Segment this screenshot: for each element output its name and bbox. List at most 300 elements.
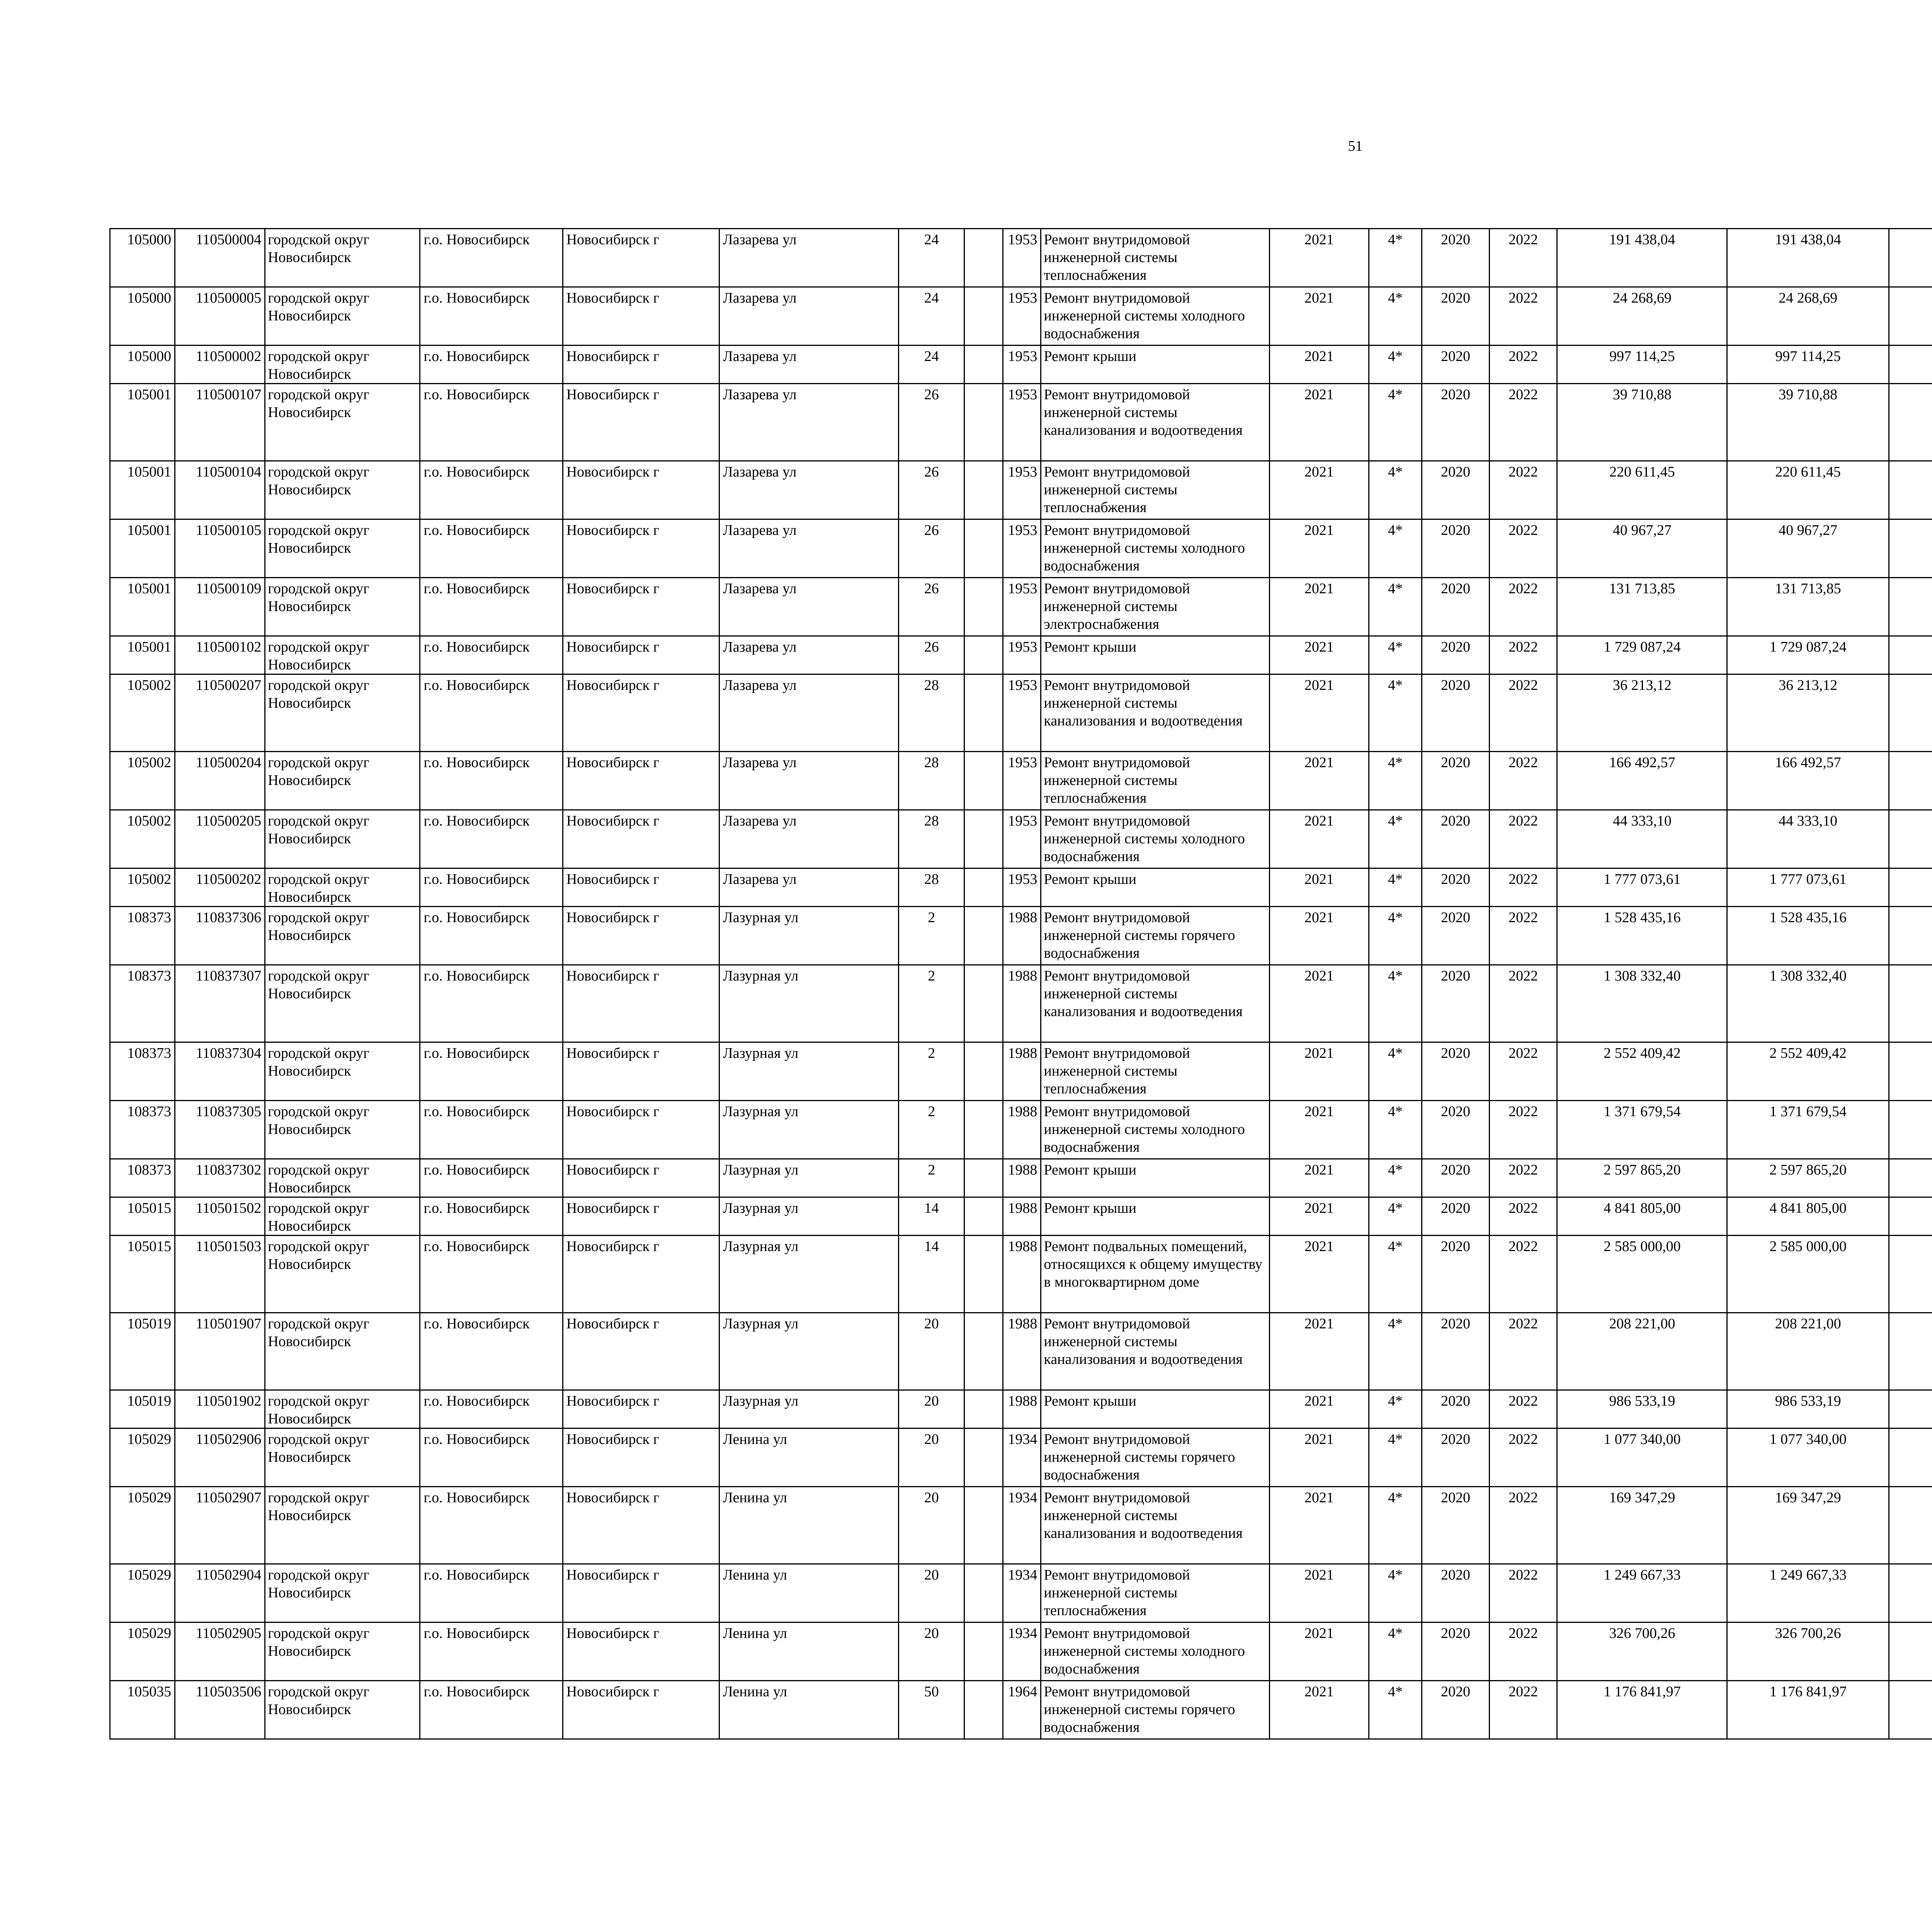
- house-id-cell: 105002: [110, 868, 175, 907]
- house-number-cell: 14: [899, 1236, 964, 1313]
- construction-year-cell: 1988: [1003, 1197, 1041, 1236]
- planned-year-cell: 2021: [1269, 346, 1369, 384]
- street-cell: Лазарева ул: [719, 461, 898, 519]
- federal-funds-cell: [1889, 810, 1932, 868]
- period-end-cell: 2022: [1490, 907, 1557, 965]
- locality-cell: Новосибирск г: [563, 868, 719, 907]
- work-id-cell: 110501502: [175, 1197, 265, 1236]
- work-id-cell: 110837302: [175, 1159, 265, 1197]
- work-type-cell: Ремонт внутридомовой инженерной системы холодного водоснабжения: [1041, 1622, 1269, 1681]
- owners-funds-cell: 166 492,57: [1727, 752, 1889, 810]
- house-number-cell: 26: [899, 519, 964, 578]
- owners-funds-cell: 191 438,04: [1727, 229, 1889, 287]
- construction-year-cell: 1953: [1003, 578, 1041, 636]
- planned-year-cell: 2021: [1269, 1101, 1369, 1159]
- table-row: [110, 752, 1932, 810]
- municipality-cell: городской округ Новосибирск: [265, 868, 420, 907]
- table-row: [110, 810, 1932, 868]
- period-end-cell: 2022: [1490, 636, 1557, 674]
- category-cell: 4*: [1369, 229, 1422, 287]
- locality-cell: Новосибирск г: [563, 965, 719, 1042]
- locality-cell: Новосибирск г: [563, 578, 719, 636]
- planned-year-cell: 2021: [1269, 752, 1369, 810]
- federal-funds-cell: [1889, 1197, 1932, 1236]
- street-cell: Лазарева ул: [719, 384, 898, 461]
- municipality-cell: городской округ Новосибирск: [265, 1487, 420, 1564]
- construction-year-cell: 1953: [1003, 674, 1041, 752]
- total-cost-cell: 2 552 409,42: [1557, 1042, 1727, 1101]
- period-start-cell: 2020: [1422, 674, 1490, 752]
- work-id-cell: 110837305: [175, 1101, 265, 1159]
- municipality-cell: городской округ Новосибирск: [265, 1564, 420, 1622]
- owners-funds-cell: 1 777 073,61: [1727, 868, 1889, 907]
- period-start-cell: 2020: [1422, 907, 1490, 965]
- planned-year-cell: 2021: [1269, 1681, 1369, 1739]
- district-cell: г.о. Новосибирск: [420, 384, 563, 461]
- district-cell: г.о. Новосибирск: [420, 868, 563, 907]
- construction-year-cell: 1988: [1003, 965, 1041, 1042]
- total-cost-cell: 1 249 667,33: [1557, 1564, 1727, 1622]
- federal-funds-cell: [1889, 1428, 1932, 1487]
- building-cell: [964, 1197, 1003, 1236]
- total-cost-cell: 24 268,69: [1557, 287, 1727, 346]
- total-cost-cell: 1 077 340,00: [1557, 1428, 1727, 1487]
- period-end-cell: 2022: [1490, 810, 1557, 868]
- total-cost-cell: 39 710,88: [1557, 384, 1727, 461]
- period-start-cell: 2020: [1422, 1390, 1490, 1428]
- owners-funds-cell: 1 729 087,24: [1727, 636, 1889, 674]
- construction-year-cell: 1988: [1003, 1390, 1041, 1428]
- construction-year-cell: 1953: [1003, 519, 1041, 578]
- street-cell: Лазарева ул: [719, 578, 898, 636]
- planned-year-cell: 2021: [1269, 1564, 1369, 1622]
- work-type-cell: Ремонт крыши: [1041, 1197, 1269, 1236]
- total-cost-cell: 40 967,27: [1557, 519, 1727, 578]
- table-row: [110, 1236, 1932, 1313]
- locality-cell: Новосибирск г: [563, 519, 719, 578]
- owners-funds-cell: 2 585 000,00: [1727, 1236, 1889, 1313]
- total-cost-cell: 1 729 087,24: [1557, 636, 1727, 674]
- house-id-cell: 105029: [110, 1622, 175, 1681]
- page-number: 51: [1348, 138, 1363, 154]
- house-id-cell: 105001: [110, 636, 175, 674]
- category-cell: 4*: [1369, 1236, 1422, 1313]
- municipality-cell: городской округ Новосибирск: [265, 752, 420, 810]
- owners-funds-cell: 1 176 841,97: [1727, 1681, 1889, 1739]
- work-type-cell: Ремонт внутридомовой инженерной системы горячего водоснабжения: [1041, 1428, 1269, 1487]
- municipality-cell: городской округ Новосибирск: [265, 384, 420, 461]
- house-id-cell: 108373: [110, 965, 175, 1042]
- owners-funds-cell: 986 533,19: [1727, 1390, 1889, 1428]
- locality-cell: Новосибирск г: [563, 1159, 719, 1197]
- house-id-cell: 105002: [110, 810, 175, 868]
- table-row: [110, 461, 1932, 519]
- street-cell: Лазурная ул: [719, 965, 898, 1042]
- table-row: [110, 674, 1932, 752]
- total-cost-cell: 166 492,57: [1557, 752, 1727, 810]
- category-cell: 4*: [1369, 1159, 1422, 1197]
- period-start-cell: 2020: [1422, 636, 1490, 674]
- district-cell: г.о. Новосибирск: [420, 965, 563, 1042]
- federal-funds-cell: [1889, 1101, 1932, 1159]
- owners-funds-cell: 997 114,25: [1727, 346, 1889, 384]
- category-cell: 4*: [1369, 907, 1422, 965]
- locality-cell: Новосибирск г: [563, 461, 719, 519]
- total-cost-cell: 4 841 805,00: [1557, 1197, 1727, 1236]
- period-start-cell: 2020: [1422, 1487, 1490, 1564]
- table-row: [110, 229, 1932, 287]
- category-cell: 4*: [1369, 1313, 1422, 1390]
- total-cost-cell: 1 176 841,97: [1557, 1681, 1727, 1739]
- planned-year-cell: 2021: [1269, 674, 1369, 752]
- total-cost-cell: 169 347,29: [1557, 1487, 1727, 1564]
- district-cell: г.о. Новосибирск: [420, 907, 563, 965]
- municipality-cell: городской округ Новосибирск: [265, 636, 420, 674]
- municipality-cell: городской округ Новосибирск: [265, 1042, 420, 1101]
- owners-funds-cell: 40 967,27: [1727, 519, 1889, 578]
- municipality-cell: городской округ Новосибирск: [265, 965, 420, 1042]
- planned-year-cell: 2021: [1269, 461, 1369, 519]
- street-cell: Лазурная ул: [719, 907, 898, 965]
- street-cell: Лазурная ул: [719, 1390, 898, 1428]
- locality-cell: Новосибирск г: [563, 1313, 719, 1390]
- municipality-cell: городской округ Новосибирск: [265, 1236, 420, 1313]
- work-id-cell: 110500207: [175, 674, 265, 752]
- category-cell: 4*: [1369, 1564, 1422, 1622]
- building-cell: [964, 1042, 1003, 1101]
- work-type-cell: Ремонт внутридомовой инженерной системы холодного водоснабжения: [1041, 1101, 1269, 1159]
- work-id-cell: 110500202: [175, 868, 265, 907]
- building-cell: [964, 636, 1003, 674]
- owners-funds-cell: 44 333,10: [1727, 810, 1889, 868]
- period-end-cell: 2022: [1490, 1681, 1557, 1739]
- category-cell: 4*: [1369, 461, 1422, 519]
- construction-year-cell: 1988: [1003, 1313, 1041, 1390]
- work-type-cell: Ремонт внутридомовой инженерной системы теплоснабжения: [1041, 461, 1269, 519]
- district-cell: г.о. Новосибирск: [420, 1313, 563, 1390]
- locality-cell: Новосибирск г: [563, 1428, 719, 1487]
- table-row: [110, 965, 1932, 1042]
- work-id-cell: 110500004: [175, 229, 265, 287]
- total-cost-cell: 191 438,04: [1557, 229, 1727, 287]
- total-cost-cell: 2 597 865,20: [1557, 1159, 1727, 1197]
- construction-year-cell: 1953: [1003, 636, 1041, 674]
- house-number-cell: 2: [899, 1101, 964, 1159]
- work-id-cell: 110500109: [175, 578, 265, 636]
- period-end-cell: 2022: [1490, 519, 1557, 578]
- house-number-cell: 28: [899, 752, 964, 810]
- municipality-cell: городской округ Новосибирск: [265, 578, 420, 636]
- municipality-cell: городской округ Новосибирск: [265, 1622, 420, 1681]
- street-cell: Ленина ул: [719, 1681, 898, 1739]
- category-cell: 4*: [1369, 965, 1422, 1042]
- building-cell: [964, 1487, 1003, 1564]
- locality-cell: Новосибирск г: [563, 752, 719, 810]
- district-cell: г.о. Новосибирск: [420, 461, 563, 519]
- locality-cell: Новосибирск г: [563, 346, 719, 384]
- street-cell: Лазарева ул: [719, 752, 898, 810]
- construction-year-cell: 1953: [1003, 461, 1041, 519]
- owners-funds-cell: 1 077 340,00: [1727, 1428, 1889, 1487]
- owners-funds-cell: 4 841 805,00: [1727, 1197, 1889, 1236]
- district-cell: г.о. Новосибирск: [420, 287, 563, 346]
- planned-year-cell: 2021: [1269, 1622, 1369, 1681]
- locality-cell: Новосибирск г: [563, 674, 719, 752]
- house-number-cell: 20: [899, 1313, 964, 1390]
- planned-year-cell: 2021: [1269, 229, 1369, 287]
- period-start-cell: 2020: [1422, 461, 1490, 519]
- table-row: [110, 1428, 1932, 1487]
- table-row: [110, 1197, 1932, 1236]
- house-number-cell: 20: [899, 1390, 964, 1428]
- construction-year-cell: 1953: [1003, 868, 1041, 907]
- locality-cell: Новосибирск г: [563, 1197, 719, 1236]
- locality-cell: Новосибирск г: [563, 1042, 719, 1101]
- district-cell: г.о. Новосибирск: [420, 1042, 563, 1101]
- house-id-cell: 105000: [110, 346, 175, 384]
- construction-year-cell: 1953: [1003, 810, 1041, 868]
- table-row: [110, 907, 1932, 965]
- total-cost-cell: 1 528 435,16: [1557, 907, 1727, 965]
- table-row: [110, 384, 1932, 461]
- total-cost-cell: 997 114,25: [1557, 346, 1727, 384]
- work-type-cell: Ремонт внутридомовой инженерной системы холодного водоснабжения: [1041, 519, 1269, 578]
- planned-year-cell: 2021: [1269, 636, 1369, 674]
- table-row: [110, 346, 1932, 384]
- planned-year-cell: 2021: [1269, 519, 1369, 578]
- work-type-cell: Ремонт внутридомовой инженерной системы теплоснабжения: [1041, 229, 1269, 287]
- category-cell: 4*: [1369, 1622, 1422, 1681]
- construction-year-cell: 1953: [1003, 752, 1041, 810]
- street-cell: Ленина ул: [719, 1622, 898, 1681]
- period-start-cell: 2020: [1422, 1236, 1490, 1313]
- work-id-cell: 110500005: [175, 287, 265, 346]
- municipality-cell: городской округ Новосибирск: [265, 1390, 420, 1428]
- federal-funds-cell: [1889, 1159, 1932, 1197]
- federal-funds-cell: [1889, 346, 1932, 384]
- total-cost-cell: 44 333,10: [1557, 810, 1727, 868]
- construction-year-cell: 1988: [1003, 1101, 1041, 1159]
- building-cell: [964, 1236, 1003, 1313]
- work-id-cell: 110502907: [175, 1487, 265, 1564]
- building-cell: [964, 461, 1003, 519]
- house-number-cell: 20: [899, 1428, 964, 1487]
- construction-year-cell: 1953: [1003, 229, 1041, 287]
- period-end-cell: 2022: [1490, 1042, 1557, 1101]
- table-row: [110, 868, 1932, 907]
- work-type-cell: Ремонт внутридомовой инженерной системы горячего водоснабжения: [1041, 1681, 1269, 1739]
- period-start-cell: 2020: [1422, 578, 1490, 636]
- house-id-cell: 105001: [110, 519, 175, 578]
- period-start-cell: 2020: [1422, 965, 1490, 1042]
- house-number-cell: 28: [899, 810, 964, 868]
- period-start-cell: 2020: [1422, 1681, 1490, 1739]
- total-cost-cell: 131 713,85: [1557, 578, 1727, 636]
- district-cell: г.о. Новосибирск: [420, 1487, 563, 1564]
- owners-funds-cell: 39 710,88: [1727, 384, 1889, 461]
- work-type-cell: Ремонт крыши: [1041, 868, 1269, 907]
- district-cell: г.о. Новосибирск: [420, 810, 563, 868]
- work-id-cell: 110837304: [175, 1042, 265, 1101]
- street-cell: Ленина ул: [719, 1564, 898, 1622]
- street-cell: Лазурная ул: [719, 1236, 898, 1313]
- owners-funds-cell: 1 528 435,16: [1727, 907, 1889, 965]
- owners-funds-cell: 208 221,00: [1727, 1313, 1889, 1390]
- house-number-cell: 24: [899, 346, 964, 384]
- house-number-cell: 2: [899, 1042, 964, 1101]
- period-start-cell: 2020: [1422, 346, 1490, 384]
- period-end-cell: 2022: [1490, 1564, 1557, 1622]
- municipality-cell: городской округ Новосибирск: [265, 287, 420, 346]
- federal-funds-cell: [1889, 229, 1932, 287]
- locality-cell: Новосибирск г: [563, 1681, 719, 1739]
- municipality-cell: городской округ Новосибирск: [265, 1313, 420, 1390]
- work-id-cell: 110500105: [175, 519, 265, 578]
- house-number-cell: 20: [899, 1564, 964, 1622]
- district-cell: г.о. Новосибирск: [420, 1428, 563, 1487]
- federal-funds-cell: [1889, 287, 1932, 346]
- period-start-cell: 2020: [1422, 752, 1490, 810]
- period-start-cell: 2020: [1422, 1042, 1490, 1101]
- municipality-cell: городской округ Новосибирск: [265, 1197, 420, 1236]
- locality-cell: Новосибирск г: [563, 810, 719, 868]
- table-row: [110, 1042, 1932, 1101]
- period-end-cell: 2022: [1490, 461, 1557, 519]
- period-start-cell: 2020: [1422, 1428, 1490, 1487]
- period-end-cell: 2022: [1490, 1622, 1557, 1681]
- construction-year-cell: 1953: [1003, 384, 1041, 461]
- house-id-cell: 105029: [110, 1487, 175, 1564]
- work-type-cell: Ремонт внутридомовой инженерной системы теплоснабжения: [1041, 1564, 1269, 1622]
- total-cost-cell: 1 371 679,54: [1557, 1101, 1727, 1159]
- locality-cell: Новосибирск г: [563, 1622, 719, 1681]
- municipality-cell: городской округ Новосибирск: [265, 461, 420, 519]
- planned-year-cell: 2021: [1269, 907, 1369, 965]
- street-cell: Ленина ул: [719, 1487, 898, 1564]
- house-id-cell: 105002: [110, 752, 175, 810]
- work-id-cell: 110500002: [175, 346, 265, 384]
- construction-year-cell: 1988: [1003, 1159, 1041, 1197]
- period-end-cell: 2022: [1490, 674, 1557, 752]
- category-cell: 4*: [1369, 1390, 1422, 1428]
- house-number-cell: 28: [899, 868, 964, 907]
- owners-funds-cell: 1 371 679,54: [1727, 1101, 1889, 1159]
- federal-funds-cell: [1889, 1390, 1932, 1428]
- house-id-cell: 105001: [110, 578, 175, 636]
- work-type-cell: Ремонт крыши: [1041, 346, 1269, 384]
- district-cell: г.о. Новосибирск: [420, 346, 563, 384]
- work-id-cell: 110502905: [175, 1622, 265, 1681]
- district-cell: г.о. Новосибирск: [420, 578, 563, 636]
- period-end-cell: 2022: [1490, 965, 1557, 1042]
- total-cost-cell: 36 213,12: [1557, 674, 1727, 752]
- building-cell: [964, 1622, 1003, 1681]
- federal-funds-cell: [1889, 636, 1932, 674]
- work-id-cell: 110500107: [175, 384, 265, 461]
- house-id-cell: 108373: [110, 907, 175, 965]
- building-cell: [964, 1101, 1003, 1159]
- district-cell: г.о. Новосибирск: [420, 1159, 563, 1197]
- work-type-cell: Ремонт внутридомовой инженерной системы холодного водоснабжения: [1041, 810, 1269, 868]
- street-cell: Лазурная ул: [719, 1313, 898, 1390]
- owners-funds-cell: 1 249 667,33: [1727, 1564, 1889, 1622]
- work-type-cell: Ремонт крыши: [1041, 1159, 1269, 1197]
- period-end-cell: 2022: [1490, 384, 1557, 461]
- table-row: [110, 519, 1932, 578]
- category-cell: 4*: [1369, 578, 1422, 636]
- period-end-cell: 2022: [1490, 229, 1557, 287]
- street-cell: Лазурная ул: [719, 1197, 898, 1236]
- planned-year-cell: 2021: [1269, 1487, 1369, 1564]
- locality-cell: Новосибирск г: [563, 229, 719, 287]
- table-row: [110, 1681, 1932, 1739]
- owners-funds-cell: 2 597 865,20: [1727, 1159, 1889, 1197]
- table-row: [110, 1487, 1932, 1564]
- street-cell: Лазарева ул: [719, 810, 898, 868]
- period-start-cell: 2020: [1422, 287, 1490, 346]
- building-cell: [964, 1564, 1003, 1622]
- period-start-cell: 2020: [1422, 229, 1490, 287]
- period-end-cell: 2022: [1490, 752, 1557, 810]
- owners-funds-cell: 24 268,69: [1727, 287, 1889, 346]
- building-cell: [964, 346, 1003, 384]
- building-cell: [964, 674, 1003, 752]
- district-cell: г.о. Новосибирск: [420, 1101, 563, 1159]
- table-body: [110, 229, 1932, 1739]
- work-id-cell: 110502906: [175, 1428, 265, 1487]
- category-cell: 4*: [1369, 674, 1422, 752]
- street-cell: Лазарева ул: [719, 287, 898, 346]
- building-cell: [964, 1681, 1003, 1739]
- house-id-cell: 108373: [110, 1159, 175, 1197]
- planned-year-cell: 2021: [1269, 1313, 1369, 1390]
- work-type-cell: Ремонт подвальных помещений, относящихся к общему имуществу в многоквартирном доме: [1041, 1236, 1269, 1313]
- street-cell: Лазарева ул: [719, 868, 898, 907]
- period-end-cell: 2022: [1490, 1313, 1557, 1390]
- work-type-cell: Ремонт внутридомовой инженерной системы холодного водоснабжения: [1041, 287, 1269, 346]
- category-cell: 4*: [1369, 287, 1422, 346]
- house-id-cell: 108373: [110, 1042, 175, 1101]
- locality-cell: Новосибирск г: [563, 636, 719, 674]
- municipality-cell: городской округ Новосибирск: [265, 1101, 420, 1159]
- period-start-cell: 2020: [1422, 1313, 1490, 1390]
- district-cell: г.о. Новосибирск: [420, 1390, 563, 1428]
- house-id-cell: 105015: [110, 1236, 175, 1313]
- building-cell: [964, 384, 1003, 461]
- period-end-cell: 2022: [1490, 1236, 1557, 1313]
- street-cell: Лазарева ул: [719, 674, 898, 752]
- planned-year-cell: 2021: [1269, 287, 1369, 346]
- building-cell: [964, 1428, 1003, 1487]
- owners-funds-cell: 220 611,45: [1727, 461, 1889, 519]
- period-end-cell: 2022: [1490, 1487, 1557, 1564]
- federal-funds-cell: [1889, 868, 1932, 907]
- house-number-cell: 26: [899, 461, 964, 519]
- locality-cell: Новосибирск г: [563, 1487, 719, 1564]
- period-end-cell: 2022: [1490, 1159, 1557, 1197]
- house-id-cell: 108373: [110, 1101, 175, 1159]
- house-id-cell: 105029: [110, 1564, 175, 1622]
- house-id-cell: 105000: [110, 229, 175, 287]
- construction-year-cell: 1953: [1003, 346, 1041, 384]
- period-end-cell: 2022: [1490, 1428, 1557, 1487]
- owners-funds-cell: 2 552 409,42: [1727, 1042, 1889, 1101]
- category-cell: 4*: [1369, 752, 1422, 810]
- total-cost-cell: 220 611,45: [1557, 461, 1727, 519]
- construction-year-cell: 1934: [1003, 1622, 1041, 1681]
- work-id-cell: 110500102: [175, 636, 265, 674]
- house-number-cell: 2: [899, 965, 964, 1042]
